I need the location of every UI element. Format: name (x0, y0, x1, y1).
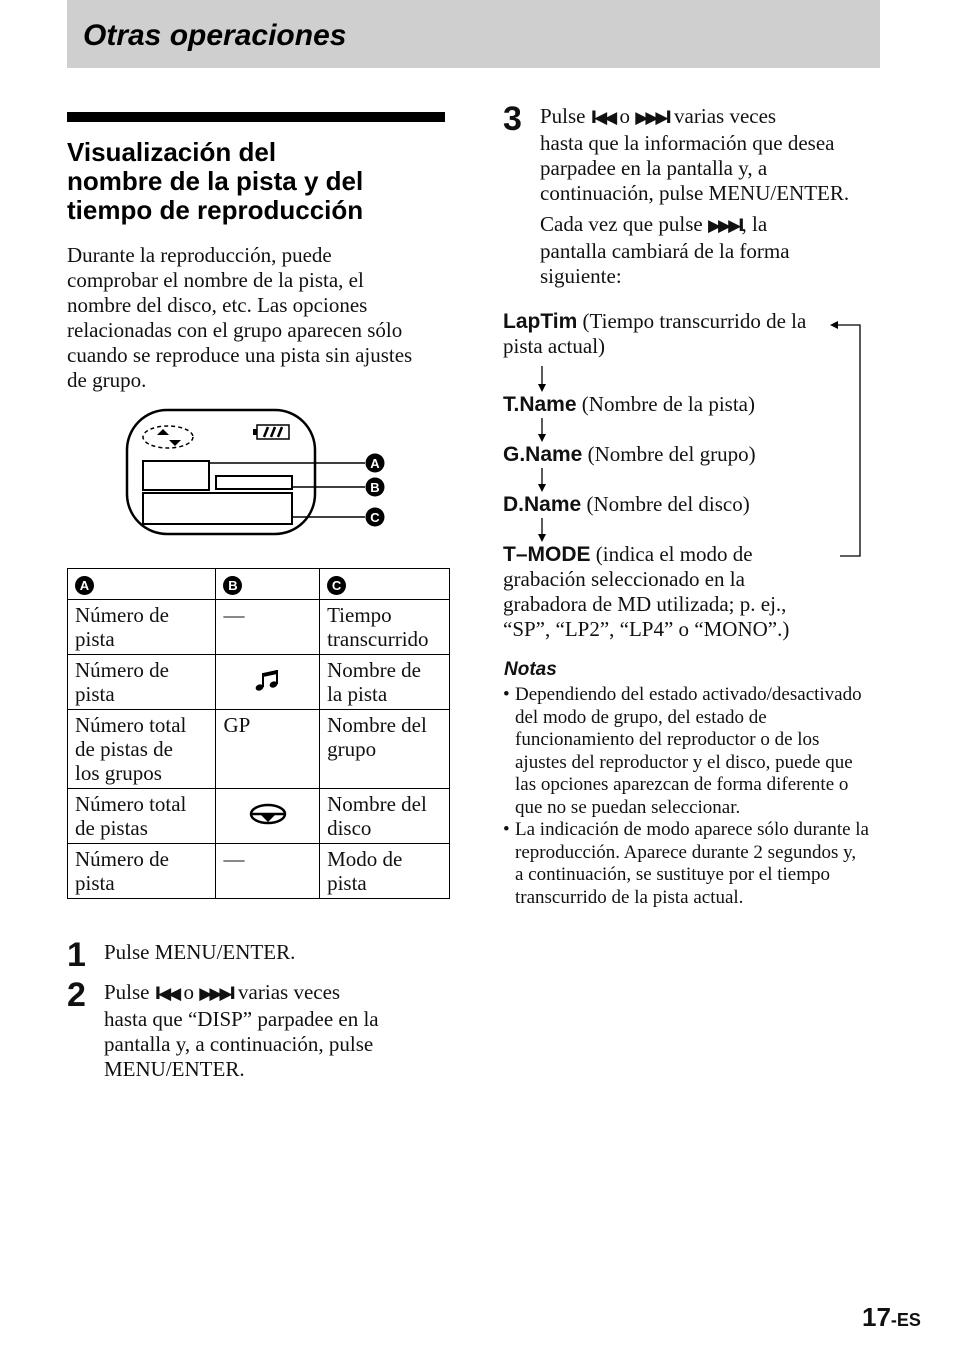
down-arrow-icon (538, 518, 546, 542)
badge-c: C (327, 576, 346, 595)
note-line: las opciones aparezcan de forma diferente o (515, 774, 849, 795)
step-text (540, 104, 849, 289)
cell-line: grupo (327, 737, 377, 761)
notes-title: Notas (504, 659, 557, 680)
legend-table (67, 568, 450, 899)
callout-a-label: A (370, 456, 380, 471)
intro-line: Durante la reproducción, puede (67, 243, 332, 267)
display-outline (127, 410, 315, 534)
cell-line: disco (327, 816, 372, 840)
cycle-desc: pista actual) (503, 334, 606, 358)
segment-a-box (143, 461, 209, 490)
cell-line: Número de (75, 603, 169, 627)
table-row (68, 844, 450, 899)
cell-line: Nombre de (327, 658, 421, 682)
step-line: hasta que la información que desea (540, 131, 835, 155)
cycle-label: D.Name (503, 493, 582, 516)
disc-icon (248, 802, 288, 826)
cell-line: pista (75, 871, 115, 895)
step-word: Pulse (540, 104, 586, 128)
cell-c (320, 844, 450, 899)
next-button-icon: ▶▶▶I (199, 984, 233, 1004)
step-number: 2 (67, 976, 86, 1014)
step-line (104, 980, 379, 1007)
step-line: MENU/ENTER. (104, 1057, 245, 1081)
step-word: o (619, 104, 630, 128)
table-row (68, 710, 450, 789)
music-note-icon (253, 667, 283, 693)
note-line: • La indicación de modo aparece sólo durante la (515, 819, 869, 840)
step-line: siguiente: (540, 264, 622, 288)
display-diagram (125, 408, 395, 540)
notes-list (503, 684, 881, 909)
segment-c-box (143, 493, 292, 524)
cycle-label: T.Name (503, 393, 577, 416)
cell-line: Modo de (327, 847, 403, 871)
title-rule (67, 112, 445, 122)
cell-line: Nombre del (327, 713, 427, 737)
table-row (68, 600, 450, 655)
step-line: continuación, pulse MENU/ENTER. (540, 181, 850, 205)
note-item (503, 684, 881, 819)
header-cell-c (320, 569, 450, 600)
page-number (862, 1302, 921, 1333)
cell-a (68, 789, 216, 844)
section-banner (67, 0, 880, 68)
step-line: hasta que “DISP” parpadee en la (104, 1007, 379, 1031)
cell-c (320, 600, 450, 655)
cell-line: pista (75, 682, 115, 706)
step-line (540, 212, 849, 239)
step-word: varias veces (238, 980, 341, 1004)
cell-a (68, 655, 216, 710)
intro-paragraph (67, 243, 445, 393)
cell-line: Nombre del (327, 792, 427, 816)
step-number: 3 (503, 100, 522, 138)
note-line: reproducción. Aparece durante 2 segundos y, (515, 841, 857, 863)
cell-a (68, 600, 216, 655)
section-title-line: nombre de la pista y del (67, 166, 364, 196)
cell-b (216, 600, 320, 655)
step-3 (503, 102, 883, 292)
note-line: • Dependiendo del estado activado/desactivado (515, 684, 862, 705)
intro-line: de grupo. (67, 368, 147, 392)
cycle-desc: grabación seleccionado en la (503, 567, 745, 591)
cell-b (216, 655, 320, 710)
cycle-arrows (530, 318, 870, 558)
prev-button-icon: I◀◀ (590, 108, 615, 128)
page-number-value: 17 (862, 1302, 891, 1332)
note-line: a continuación, se sustituye por el tiempo (515, 864, 831, 885)
step-text (104, 940, 295, 965)
intro-line: nombre del disco, etc. Las opciones (67, 293, 368, 317)
cell-line: de pistas (75, 816, 148, 840)
step-word: varias veces (674, 104, 777, 128)
prev-button-icon: I◀◀ (154, 984, 179, 1004)
step-line: Pulse MENU/ENTER. (104, 940, 296, 964)
cycle-desc: (indica el modo de (590, 542, 753, 566)
cell-line: los grupos (75, 761, 162, 785)
cell-c (320, 655, 450, 710)
cycle-label: G.Name (503, 443, 583, 466)
loop-back-arrow-icon (830, 321, 860, 556)
cycle-desc: “SP”, “LP2”, “LP4” o “MONO”.) (503, 617, 790, 641)
cell-a (68, 844, 216, 899)
cycle-desc: (Tiempo transcurrido de la (577, 309, 807, 333)
cell-line: Número total (75, 792, 187, 816)
step-1 (67, 938, 447, 978)
cell-line: — (223, 603, 245, 627)
cell-line: pista (75, 627, 115, 651)
note-item (503, 819, 881, 909)
cell-line: Número total (75, 713, 187, 737)
step-line (540, 104, 849, 131)
cell-line: Tiempo (327, 603, 392, 627)
step-word: , la (741, 212, 768, 236)
cell-line: GP (223, 713, 251, 737)
step-number: 1 (67, 936, 86, 974)
note-line: funcionamiento del reproductor o de los (515, 729, 820, 750)
cell-b (216, 789, 320, 844)
cycle-desc: grabadora de MD utilizada; p. ej., (503, 592, 787, 616)
cycle-label: T–MODE (503, 543, 591, 566)
down-arrow-icon (538, 468, 546, 492)
cycle-desc: (Nombre del grupo) (582, 442, 756, 466)
cell-line: pista (327, 871, 367, 895)
step-line: pantalla cambiará de la forma (540, 239, 790, 263)
step-text (104, 980, 379, 1082)
intro-line: comprobar el nombre de la pista, el (67, 268, 364, 292)
note-line: que no se puedan seleccionar. (515, 796, 741, 818)
intro-line: cuando se reproduce una pista sin ajustes (67, 343, 413, 367)
note-line: transcurrido de la pista actual. (515, 886, 744, 908)
callout-c-label: C (370, 510, 380, 525)
table-row (68, 789, 450, 844)
badge-a: A (75, 576, 94, 595)
next-button-icon: ▶▶▶I (707, 216, 742, 236)
banner-title: Otras operaciones (83, 19, 347, 52)
table-header-row (68, 569, 450, 600)
step-2 (67, 978, 447, 1088)
note-line: del modo de grupo, del estado de (515, 706, 767, 728)
badge-b: B (223, 576, 242, 595)
intro-line: relacionadas con el grupo aparecen sólo (67, 318, 403, 342)
cell-b (216, 710, 320, 789)
cell-line: — (223, 847, 245, 871)
cell-line: la pista (327, 682, 388, 706)
cell-line: transcurrido (327, 627, 429, 651)
step-word: Pulse (104, 980, 150, 1004)
section-title-line: tiempo de reproducción (67, 195, 364, 225)
cell-line: de pistas de (75, 737, 173, 761)
disc-indicator-icon (143, 426, 193, 448)
section-title (67, 138, 445, 225)
left-column (67, 112, 445, 393)
down-arrow-icon (538, 418, 546, 442)
step-line: parpadee en la pantalla y, a (540, 156, 768, 180)
step-word: o (183, 980, 194, 1004)
next-button-icon: ▶▶▶I (635, 108, 669, 128)
table-row (68, 655, 450, 710)
cell-c (320, 789, 450, 844)
down-arrow-icon (538, 366, 546, 392)
header-cell-b (216, 569, 320, 600)
page-number-suffix: -ES (890, 1310, 921, 1330)
step-word: Cada vez que pulse (540, 212, 703, 236)
cell-a (68, 710, 216, 789)
cell-line: Número de (75, 658, 169, 682)
step-line: pantalla y, a continuación, pulse (104, 1032, 374, 1056)
cycle-label: LapTim (503, 310, 578, 333)
cell-c (320, 710, 450, 789)
cycle-desc: (Nombre de la pista) (576, 392, 755, 416)
note-line: ajustes del reproductor y el disco, puede que (515, 751, 853, 773)
header-cell-a (68, 569, 216, 600)
segment-b-box (216, 476, 292, 489)
cycle-desc: (Nombre del disco) (581, 492, 750, 516)
section-title-line: Visualización del (67, 137, 277, 167)
cell-line: Número de (75, 847, 169, 871)
cell-b (216, 844, 320, 899)
callout-b-label: B (370, 480, 380, 495)
battery-icon (253, 425, 289, 439)
